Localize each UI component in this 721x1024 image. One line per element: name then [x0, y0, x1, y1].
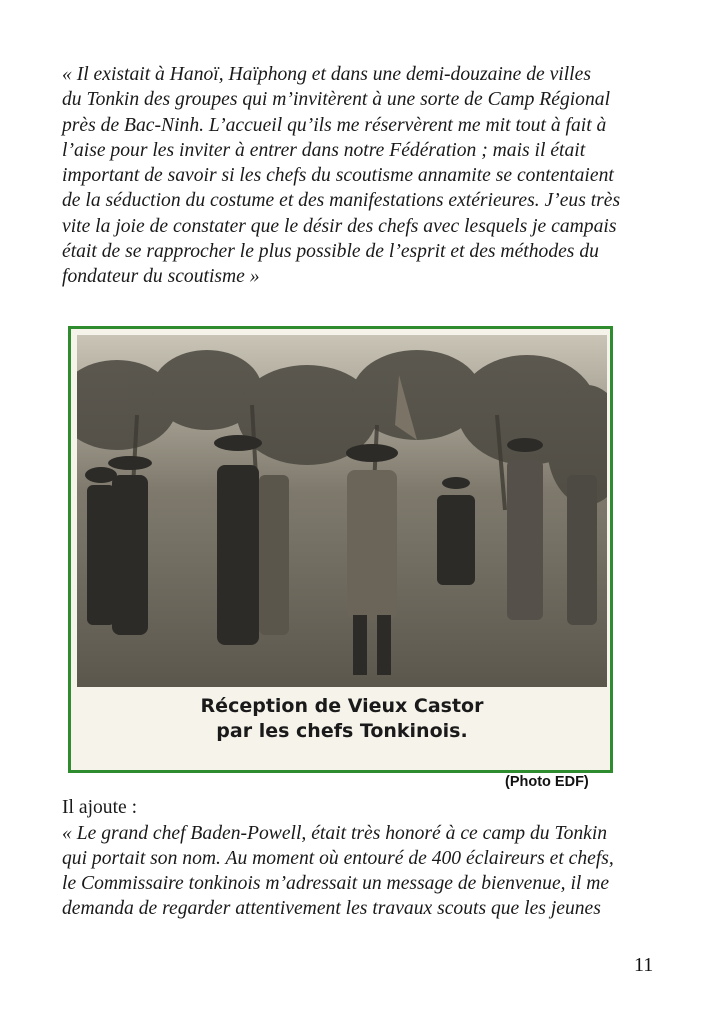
quote-line: important de savoir si les chefs du scoutisme annamite se contentaient [62, 165, 614, 187]
quote-line: « Il existait à Hanoï, Haïphong et dans une demi-douzaine de villes [62, 64, 591, 85]
quote-line: du Tonkin des groupes qui m’invitèrent à une sorte de Camp Régional [62, 89, 611, 111]
photo-credit: (Photo EDF) [505, 774, 589, 790]
quote-line: près de Bac-Ninh. L’accueil qu’ils me réservèrent me mit tout à fait à [62, 114, 607, 136]
quote-line: fondateur du scoutisme » [62, 266, 260, 288]
caption-line-1: Réception de Vieux Castor [200, 695, 484, 717]
quote-line: demanda de regarder attentivement les travaux scouts que les jeunes [62, 898, 601, 919]
photo-frame [68, 326, 613, 773]
quote-paragraph-2 [62, 821, 618, 921]
quote-line: vite la joie de constater que le désir des chefs avec lesquels je campais [62, 215, 617, 237]
quote-line: l’aise pour les inviter à entrer dans notre Fédération ; mais il était [62, 139, 586, 161]
quote-line: était de se rapprocher le plus possible de l’esprit et des méthodes du [62, 241, 599, 263]
quote-paragraph-1 [62, 62, 621, 290]
quote-line: « Le grand chef Baden-Powell, était très honoré à ce camp du Tonkin [62, 823, 608, 844]
quote-line: le Commissaire tonkinois m’adressait un message de bienvenue, il me [62, 873, 610, 894]
historical-photo [77, 335, 607, 687]
intro-text: Il ajoute : [62, 797, 138, 818]
photo-caption [77, 694, 607, 744]
page-number: 11 [634, 954, 654, 976]
quote-line: qui portait son nom. Au moment où entouré de 400 éclaireurs et chefs, [62, 848, 614, 869]
caption-line-2: par les chefs Tonkinois. [216, 720, 468, 742]
quote-line: de la séduction du costume et des manifestations extérieures. J’eus très [62, 190, 621, 212]
